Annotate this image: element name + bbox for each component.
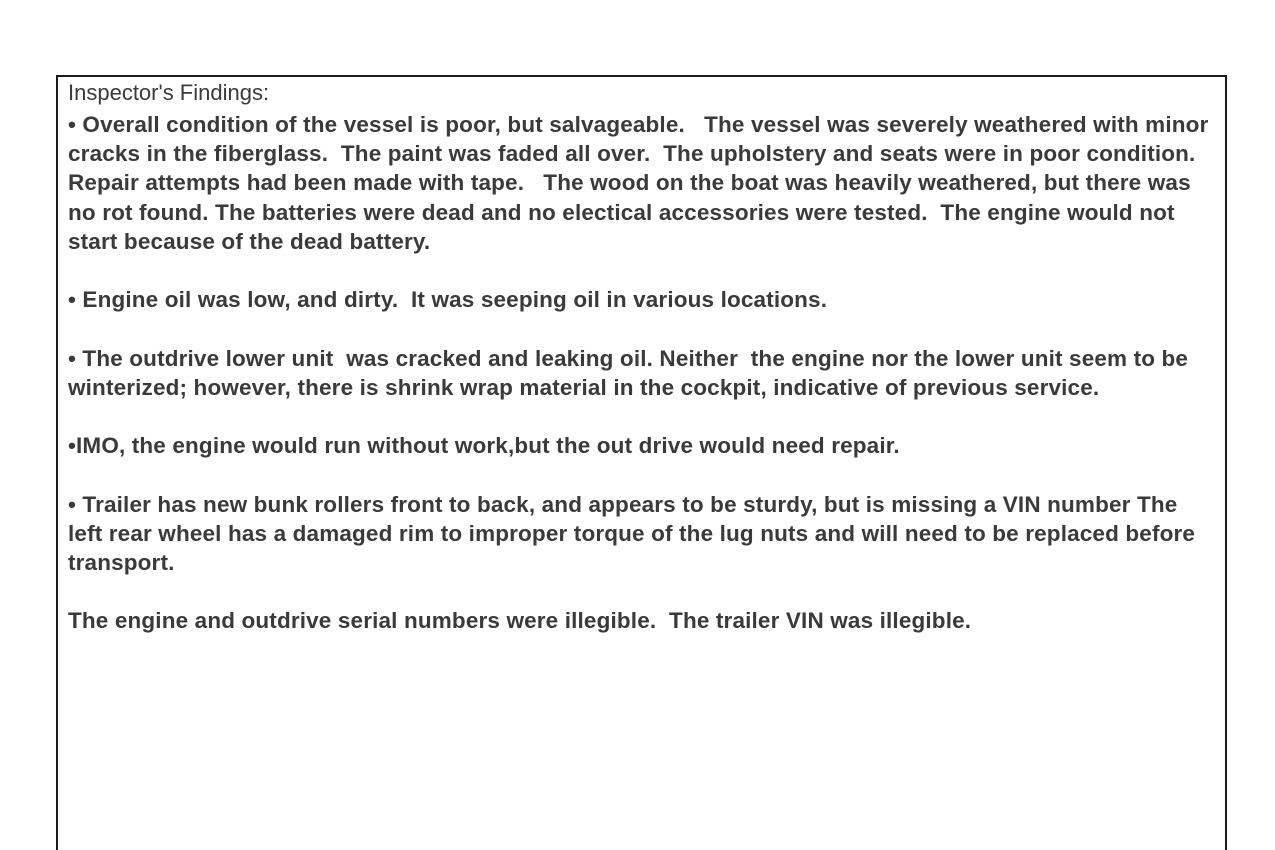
findings-heading: Inspector's Findings: <box>68 80 270 105</box>
finding-serial-numbers: The engine and outdrive serial numbers were illegible. The trailer VIN was illegible. <box>68 608 972 634</box>
finding-outdrive: • The outdrive lower unit was cracked and leaking oil. Neither the engine nor the lower unit seem to be winterized; however, there is shrink wrap material in the cockpit, indicative of previous service. <box>68 345 1195 400</box>
findings-box <box>56 75 1227 850</box>
finding-vessel-condition: • Overall condition of the vessel is poor, but salvageable. The vessel was severely weathered with minor cracks in the fiberglass. The paint was faded all over. The upholstery and seats were in poor condition. Repair attempts had been made with tape. The wood on the boat was heavily weathered, but there was no rot found. The batteries were dead and no electical accessories were tested. The engine would not start because of the dead battery. <box>68 112 1215 254</box>
finding-trailer: • Trailer has new bunk rollers front to back, and appears to be sturdy, but is missing a VIN number The left rear wheel has a damaged rim to improper torque of the lug nuts and will need to be replaced before transport. <box>68 491 1202 575</box>
findings-body <box>68 110 1218 665</box>
finding-engine-oil: • Engine oil was low, and dirty. It was seeping oil in various locations. <box>68 287 828 313</box>
finding-imo-opinion: •IMO, the engine would run without work,but the out drive would need repair. <box>68 433 900 459</box>
